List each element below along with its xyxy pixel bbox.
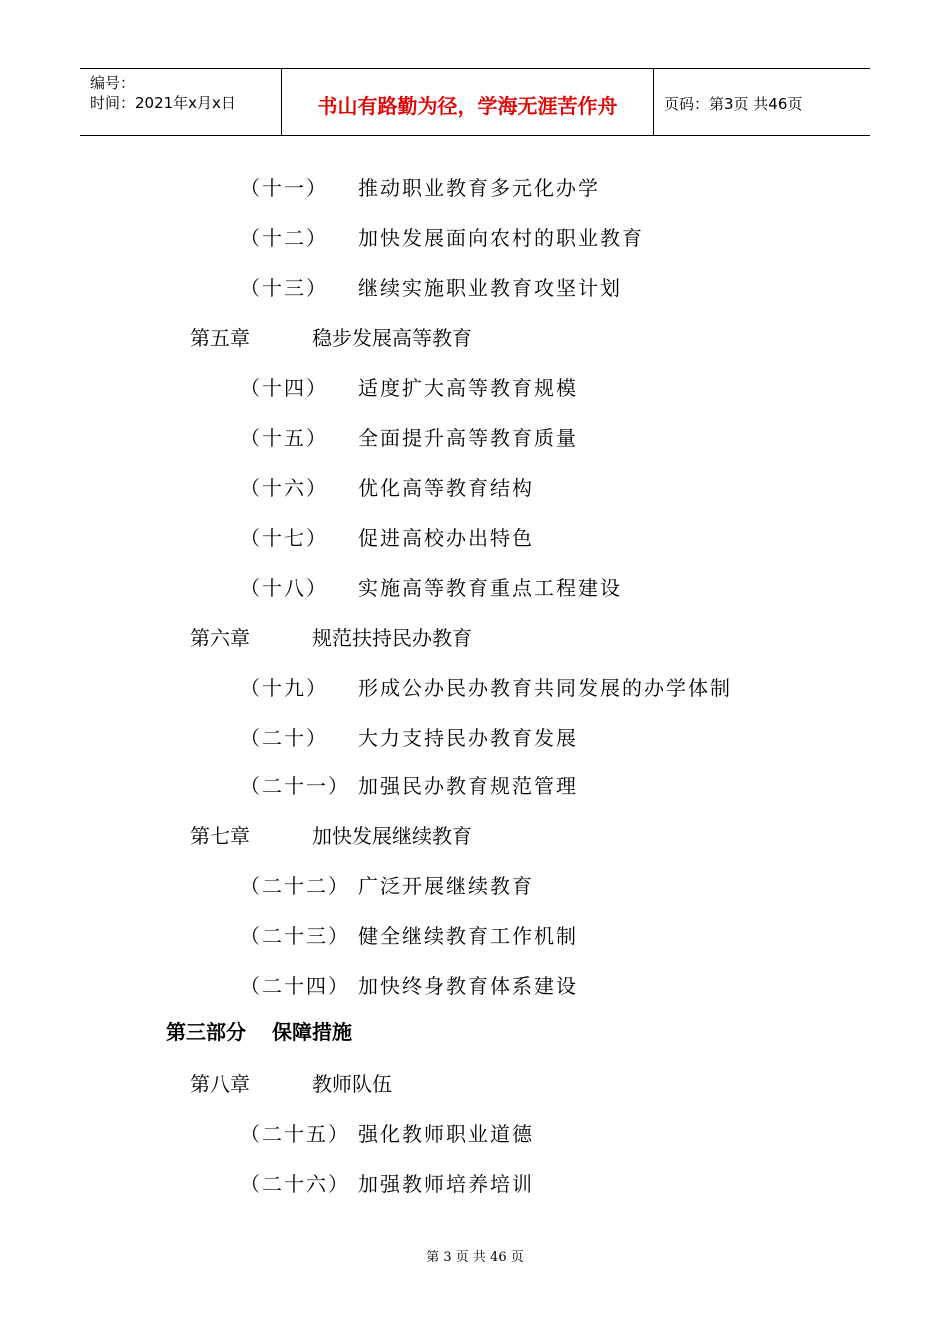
toc-section-item	[240, 920, 578, 949]
toc-item-number: （十六）	[240, 476, 328, 500]
toc-item-title: 继续实施职业教育攻坚计划	[358, 276, 622, 300]
toc-item-number: （十四）	[240, 376, 328, 400]
toc-chapter-item	[190, 820, 472, 849]
toc-section-item	[240, 870, 534, 899]
toc-part-item	[166, 1016, 352, 1045]
toc-item-title: 加强民办教育规范管理	[358, 774, 578, 798]
toc-item-number: （二十五）	[240, 1122, 350, 1146]
toc-section-item	[240, 422, 578, 451]
toc-item-number: （十七）	[240, 526, 328, 550]
toc-section-item	[240, 172, 600, 201]
toc-section-item	[240, 522, 534, 551]
toc-item-number: 第七章	[190, 824, 250, 848]
toc-section-item	[240, 372, 578, 401]
header-motto: 书山有路勤为径，学海无涯苦作舟	[282, 69, 654, 135]
toc-item-number: （十三）	[240, 276, 328, 300]
toc-item-title: 推动职业教育多元化办学	[358, 176, 600, 200]
toc-item-title: 优化高等教育结构	[358, 476, 534, 500]
toc-item-number: （十九）	[240, 676, 328, 700]
toc-item-title: 加强教师培养培训	[358, 1172, 534, 1196]
toc-section-item	[240, 572, 622, 601]
toc-item-title: 实施高等教育重点工程建设	[358, 576, 622, 600]
toc-section-item	[240, 222, 644, 251]
toc-item-title: 加快终身教育体系建设	[358, 974, 578, 998]
toc-item-number: 第八章	[190, 1072, 250, 1096]
toc-chapter-item	[190, 322, 472, 351]
toc-section-item	[240, 272, 622, 301]
toc-item-title: 规范扶持民办教育	[312, 626, 472, 650]
toc-item-title: 稳步发展高等教育	[312, 326, 472, 350]
toc-section-item	[240, 722, 578, 751]
toc-item-number: （二十三）	[240, 924, 350, 948]
page-footer: 第 3 页 共 46 页	[426, 1250, 524, 1265]
toc-item-number: （二十）	[240, 726, 328, 750]
toc-item-number: 第六章	[190, 626, 250, 650]
toc-item-number: 第五章	[190, 326, 250, 350]
toc-item-title: 教师队伍	[312, 1072, 392, 1096]
toc-section-item	[240, 472, 534, 501]
toc-item-number: （十五）	[240, 426, 328, 450]
toc-item-number: （二十六）	[240, 1172, 350, 1196]
page-header	[80, 68, 870, 136]
toc-item-title: 全面提升高等教育质量	[358, 426, 578, 450]
toc-item-title: 强化教师职业道德	[358, 1122, 534, 1146]
toc-item-number: 第三部分	[166, 1020, 246, 1044]
toc-item-title: 大力支持民办教育发展	[358, 726, 578, 750]
toc-item-number: （十二）	[240, 226, 328, 250]
toc-item-title: 保障措施	[272, 1020, 352, 1044]
toc-item-title: 促进高校办出特色	[358, 526, 534, 550]
toc-chapter-item	[190, 622, 472, 651]
toc-section-item	[240, 1168, 534, 1197]
toc-item-number: （十八）	[240, 576, 328, 600]
toc-item-title: 加快发展面向农村的职业教育	[358, 226, 644, 250]
toc-chapter-item	[190, 1068, 392, 1097]
toc-section-item	[240, 672, 732, 701]
header-meta	[80, 69, 282, 135]
toc-item-number: （十一）	[240, 176, 328, 200]
header-page-info: 页码：第3页 共46页	[664, 94, 803, 113]
toc-section-item	[240, 1118, 534, 1147]
toc-item-title: 广泛开展继续教育	[358, 874, 534, 898]
toc-item-number: （二十四）	[240, 974, 350, 998]
toc-item-number: （二十二）	[240, 874, 350, 898]
toc-section-item	[240, 970, 578, 999]
toc-item-title: 健全继续教育工作机制	[358, 924, 578, 948]
time-label: 时间：2021年x月x日	[90, 94, 236, 112]
toc-item-title: 形成公办民办教育共同发展的办学体制	[358, 676, 732, 700]
toc-section-item	[240, 770, 578, 799]
toc-item-title: 加快发展继续教育	[312, 824, 472, 848]
toc-item-title: 适度扩大高等教育规模	[358, 376, 578, 400]
number-label: 编号：	[90, 74, 136, 92]
toc-item-number: （二十一）	[240, 774, 350, 798]
